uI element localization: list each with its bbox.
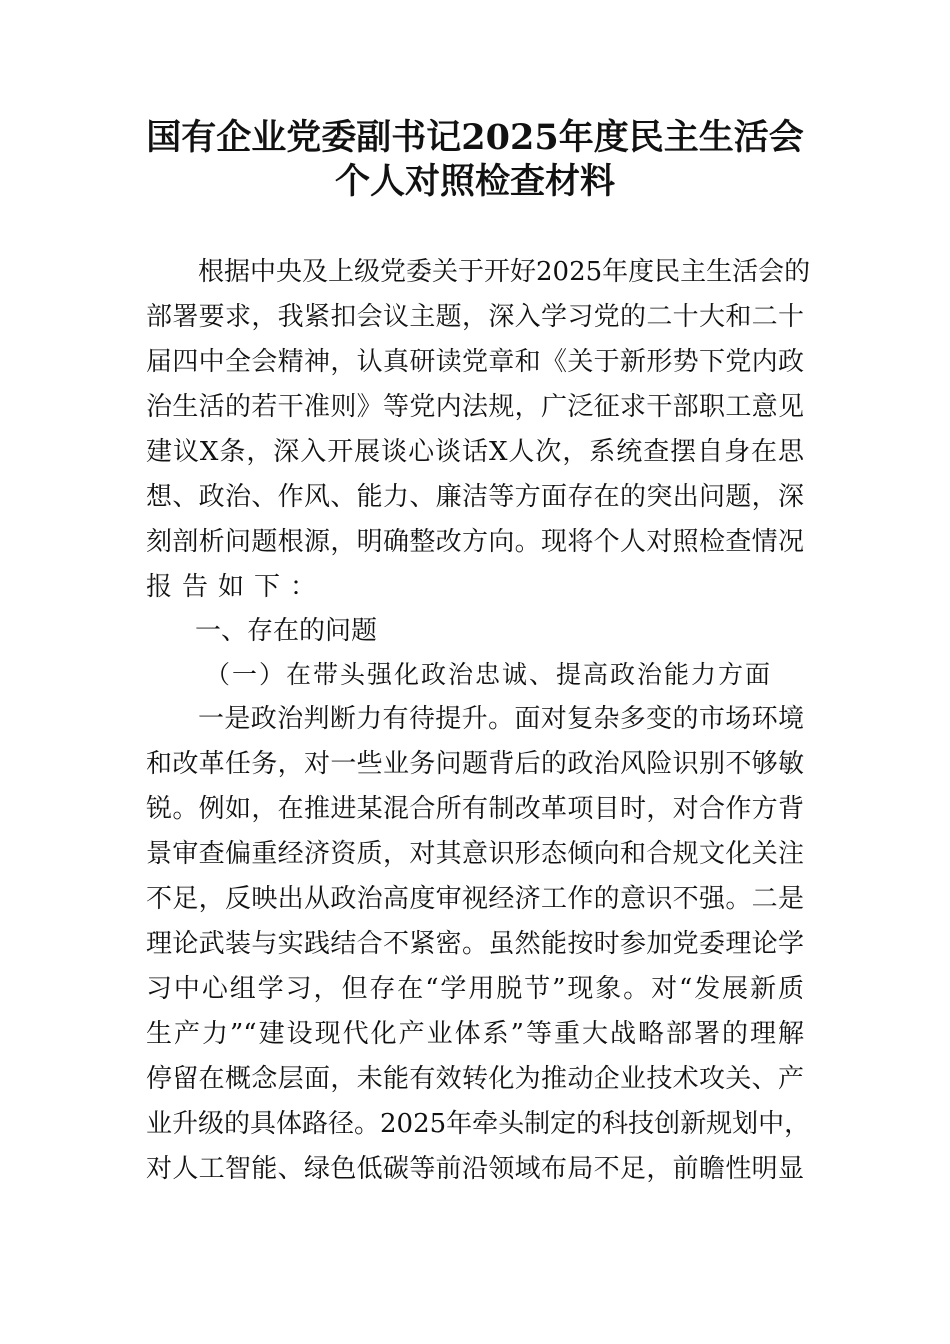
body-line: 不足，反映出从政治高度审视经济工作的意识不强。二是	[146, 884, 804, 914]
body-line: 习中心组学习，但存在“学用脱节”现象。对“发展新质	[146, 974, 804, 1004]
body-line: 对人工智能、绿色低碳等前沿领域布局不足，前瞻性明显	[146, 1154, 804, 1184]
intro-line: 想、政治、作风、能力、廉洁等方面存在的突出问题，深	[146, 482, 804, 512]
intro-line: 部署要求，我紧扣会议主题，深入学习党的二十大和二十	[146, 302, 804, 332]
body-line: 理论武装与实践结合不紧密。虽然能按时参加党委理论学	[146, 929, 804, 959]
intro-line: 报告如下：	[146, 572, 327, 602]
intro-line: 刻剖析问题根源，明确整改方向。现将个人对照检查情况	[146, 527, 804, 557]
intro-line: 治生活的若干准则》等党内法规，广泛征求干部职工意见	[146, 392, 804, 422]
body-line: 业升级的具体路径。2025年牵头制定的科技创新规划中，	[146, 1109, 811, 1139]
body-line: 一是政治判断力有待提升。面对复杂多变的市场环境	[198, 704, 804, 734]
subsection-heading: （一）在带头强化政治忠诚、提高政治能力方面	[205, 660, 773, 689]
section-heading: 一、存在的问题	[195, 616, 378, 646]
body-line: 锐。例如，在推进某混合所有制改革项目时，对合作方背	[146, 794, 804, 824]
body-line: 生产力”“建设现代化产业体系”等重大战略部署的理解	[146, 1019, 804, 1049]
body-line: 和改革任务，对一些业务问题背后的政治风险识别不够敏	[146, 749, 804, 779]
intro-line: 届四中全会精神，认真研读党章和《关于新形势下党内政	[146, 347, 804, 377]
document-title-line-1: 国有企业党委副书记2025年度民主生活会	[146, 117, 804, 158]
document-title-line-2: 个人对照检查材料	[334, 161, 615, 202]
body-line: 停留在概念层面，未能有效转化为推动企业技术攻关、产	[146, 1064, 804, 1094]
intro-line: 根据中央及上级党委关于开好2025年度民主生活会的	[198, 257, 811, 287]
intro-line: 建议X条，深入开展谈心谈话X人次，系统查摆自身在思	[146, 437, 804, 467]
body-line: 景审查偏重经济资质，对其意识形态倾向和合规文化关注	[146, 839, 804, 869]
